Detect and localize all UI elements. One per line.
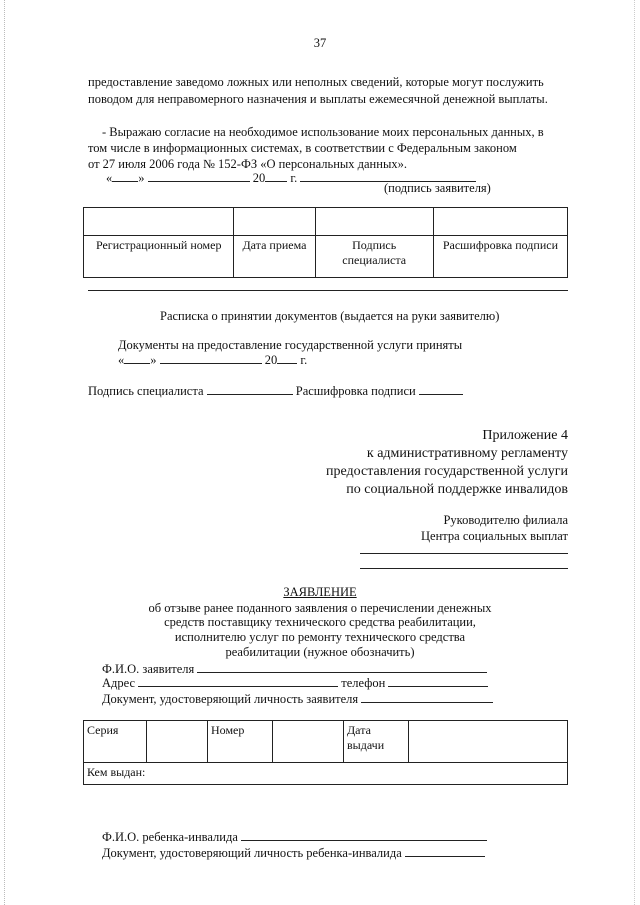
- application-subtitle-4: реабилитации (нужное обозначить): [225, 645, 415, 659]
- appendix-line-4: по социальной поддержке инвалидов: [346, 482, 568, 497]
- scan-edge-left: [4, 0, 6, 905]
- receipt-signature-line: Подпись специалиста Расшифровка подписи: [88, 383, 463, 400]
- consent-line-2: том числе в информационных системах, в соответствии с Федеральным законом: [88, 141, 517, 155]
- reg-header-signature: Подпись специалиста: [315, 236, 433, 278]
- application-title: ЗАЯВЛЕНИЕ: [283, 585, 357, 599]
- id-document-table: [83, 720, 568, 785]
- reg-cell-empty: [234, 208, 315, 236]
- intro-line-2: поводом для неправомерного назначения и выплаты ежемесячной денежной выплаты.: [88, 92, 548, 106]
- id-doc-field[interactable]: Документ, удостоверяющий личность заявителя: [102, 691, 493, 708]
- addressee-blank-2: [360, 568, 568, 569]
- appendix-line-2: к административному регламенту: [366, 446, 568, 461]
- addressee-line-1: Руководителю филиала: [443, 513, 568, 527]
- address-field[interactable]: Адрес телефон: [102, 675, 488, 692]
- receipt-accepted: Документы на предоставление государственной услуги приняты: [118, 338, 463, 352]
- consent-line-1: - Выражаю согласие на необходимое использование моих персональных данных, в: [102, 125, 544, 139]
- signature-caption: (подпись заявителя): [384, 181, 491, 195]
- reg-cell-empty: [315, 208, 433, 236]
- page-number: 37: [313, 36, 327, 50]
- consent-date-line: « » 20 г.: [106, 170, 476, 187]
- scan-edge-right: [634, 0, 636, 905]
- section-divider: [88, 290, 568, 291]
- consent-line-3: от 27 июля 2006 года № 152-ФЗ «О персональных данных».: [88, 157, 407, 171]
- id-date-issue-value[interactable]: [409, 721, 568, 763]
- reg-header-decode: Расшифровка подписи: [433, 236, 567, 278]
- addressee-blank-1: [360, 553, 568, 554]
- application-subtitle-3: исполнителю услуг по ремонту технического средства: [174, 630, 466, 644]
- receipt-date-line: « » 20 г.: [118, 353, 308, 367]
- id-number-value[interactable]: [273, 721, 344, 763]
- id-series-value[interactable]: [147, 721, 208, 763]
- receipt-title: Расписка о принятии документов (выдается на руки заявителю): [160, 309, 500, 323]
- id-issued-by[interactable]: Кем выдан:: [84, 763, 568, 785]
- intro-line-1: предоставление заведомо ложных или неполных сведений, которые могут послужить: [88, 75, 544, 89]
- child-id-doc-field[interactable]: Документ, удостоверяющий личность ребенка-инвалида: [102, 845, 485, 862]
- addressee-line-2: Центра социальных выплат: [421, 529, 568, 543]
- reg-header-date: Дата приема: [234, 236, 315, 278]
- id-series-label: Серия: [84, 721, 147, 763]
- id-date-issue-label: Дата выдачи: [344, 721, 409, 763]
- appendix-line-1: Приложение 4: [482, 428, 568, 443]
- id-number-label: Номер: [208, 721, 273, 763]
- application-subtitle-1: об отзыве ранее поданного заявления о перечислении денежных: [148, 601, 492, 615]
- registration-table: [83, 207, 568, 278]
- appendix-line-3: предоставления государственной услуги: [326, 464, 568, 479]
- child-fio-field[interactable]: Ф.И.О. ребенка-инвалида: [102, 829, 487, 846]
- application-subtitle-2: средств поставщику технического средства реабилитации,: [164, 615, 476, 629]
- reg-cell-empty: [433, 208, 567, 236]
- reg-cell-empty: [84, 208, 234, 236]
- reg-header-number: Регистрационный номер: [84, 236, 234, 278]
- fio-field[interactable]: Ф.И.О. заявителя: [102, 661, 487, 678]
